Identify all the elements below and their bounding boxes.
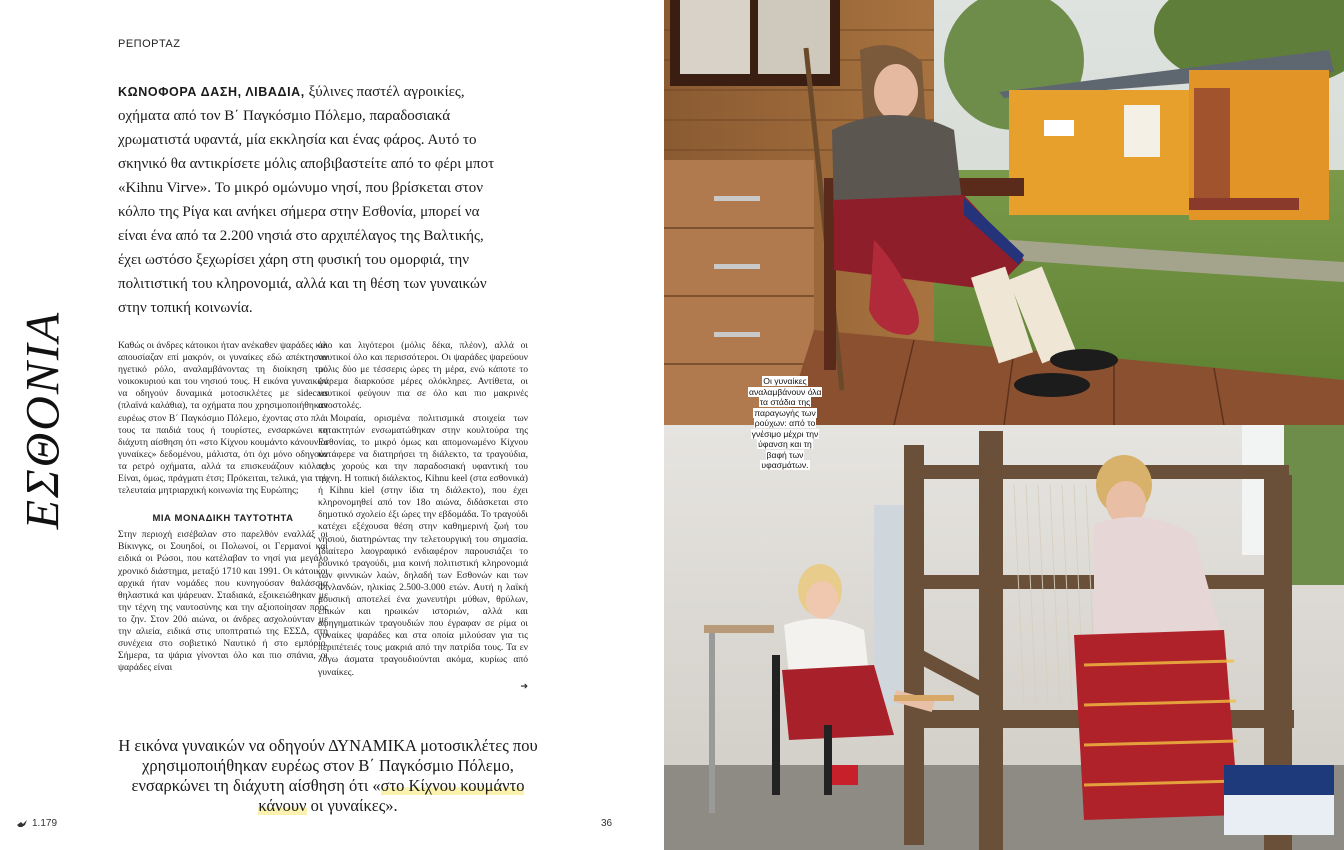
- right-page: [664, 0, 1344, 850]
- page-title: ΕΣΘΟΝΙΑ: [16, 310, 70, 530]
- bird-logo-icon: [16, 819, 28, 829]
- left-page: [0, 0, 664, 850]
- photo-bottom-illustration: [664, 425, 1344, 850]
- pull-quote-highlight: στο Κίχνου κουμάντο κάνουν: [258, 776, 525, 815]
- issue-number: 1.179: [32, 818, 58, 829]
- lead-paragraph: [118, 80, 498, 320]
- col1-paragraph-2: Στην περιοχή εισέβαλαν στο παρελθόν εναλλάξ οι Βίκινγκς, οι Σουηδοί, οι Πολωνοί, οι Γερμανοί και ειδικά οι Ρώσοι, που κατέλαβαν το νησί για μεγάλο χρονικό διάστημα, μεταξύ 1710 και 1991. Οι κάτοικοι αρχικά ήταν νομάδες που κυνηγούσαν θαλάσσια θηλαστικά και ψάρευαν. Σταδιακά, εξοικειώθηκαν με την τέχνη της ναυτοσύνης και την αξιοποίησαν προς το ζην. Στον 20ό αιώνα, οι άνδρες ασχολούνταν με την αλιεία, ειδικά στις υποπτρατιώ της ΕΣΣΔ, στη συνέχεια στο σοβιετικό Ναυτικό ή στο εμπόριο. Σήμερα, τα ψάρια γίνονται όλο και πιο σπάνια, οι ψαράδες είναι: [118, 529, 328, 674]
- pull-quote-post: οι γυναίκες».: [306, 796, 398, 815]
- body-column-1: [118, 340, 328, 674]
- subhead: ΜΙΑ ΜΟΝΑΔΙΚΗ ΤΑΥΤΟΤΗΤΑ: [152, 513, 294, 525]
- col2-paragraph-1: όλο και λιγότεροι (μόλις δέκα, πλέον), αλλά οι ναυτικοί όλο και περισσότεροι. Οι ψαράδες ψαρεύουν μόλις δύο με τέσσερις ώρες τη μέρα, ενώ κάποτε το ψάρεμα διαρκούσε μέρες ολόκληρες. Αντίθετα, οι ναυτικοί φεύγουν πια σε όλο και πιο μακρινές αποστολές.: [318, 340, 528, 412]
- lead-text: ξύλινες παστέλ αγροικίες, οχήματα από τον Β΄ Παγκόσμιο Πόλεμο, παραδοσιακά χρωματιστά υφαντά, μία εκκλησία και ένας φάρος. Αυτό το σκηνικό θα αντικρίσετε μόλις αποβιβαστείτε από το φέρι μποτ «Kihnu Virve». Το μικρό ομώνυμο νησί, που βρίσκεται στον κόλπο της Ρίγα και ανήκει σήμερα στην Εσθονία, μπορεί να είναι ένα από τα 2.200 νησιά στο αρχιπέλαγος της Βαλτικής, έχει ωστόσο ξεχωρίσει χάρη στη φυσική του ομορφιά, την πολιτιστική του κληρονομιά, αλλά και τη θέση των γυναικών στην τοπική κοινωνία.: [118, 84, 495, 316]
- photo-top-illustration: [664, 0, 1344, 425]
- photo-weaving: [664, 425, 1344, 850]
- col1-paragraph-1: Καθώς οι άνδρες κάτοικοι ήταν ανέκαθεν ψαράδες και απουσίαζαν επί μακρόν, οι γυναίκες εδώ απέκτησαν ηγετικό ρόλο, αναλαμβάνοντας τη διοίκηση του νοικοκυριού και του νησιού τους. Η εικόνα γυναικών να οδηγούν δυναμικά μοτοσικλέτες με sidecars (πλαϊνά καλάθια), τα οχήματα που χρησιμοποιήθηκαν ευρέως στον Β΄ Παγκόσμιο Πόλεμο, έχοντας στο πλάι τους τα παιδιά τους ή τουρίστες, ενσαρκώνει τη διάχυτη αίσθηση ότι «στο Κίχνου κουμάντο κάνουν οι γυναίκες» δεδομένου, μάλιστα, ότι όχι μόνο οδηγούν τα ρετρό οχήματα, αλλά τα επισκευάζουν κιόλας! Είναι, όμως, πράγματι έτσι; Πρόκειται, τελικά, για την τελευταία μητριαρχική κοινωνία της Ευρώπης;: [118, 340, 328, 497]
- lead-caps: ΚΩΝΟΦΟΡΑ ΔΑΣΗ, ΛΙΒΑΔΙΑ,: [118, 85, 305, 99]
- pull-quote-pre: Η εικόνα γυναικών να οδηγούν ΔΥΝΑΜΙΚΑ μοτοσικλέτες που χρησιμοποιήθηκαν ευρέως στον Β΄ Παγκόσμιο Πόλεμο, ενσαρκώνει τη διάχυτη αίσθηση ότι «: [118, 736, 538, 795]
- body-column-2: [318, 340, 528, 693]
- col2-paragraph-2: Μοιραία, ορισμένα πολιτισμικά στοιχεία των κατακτητών ενσωματώθηκαν στην κουλτούρα της Εσθονίας, το μικρό όμως και απομονωμένο Κίχνου κατάφερε να διατηρήσει τη διάλεκτο, τα τραγούδια, τους χορούς και την παραδοσιακή υφαντική του τέχνη. Η τοπική διάλεκτος, Kihnu keel (στα εσθονικά) ή Kihnu kiel (στην ίδια τη διάλεκτο), που έχει κληρονομηθεί από τον 18ο αιώνα, διδάσκεται στο δημοτικό σχολείο έξι ώρες την εβδομάδα. Το τραγούδι κατέχει εξέχουσα θέση στην καθημερινή ζωή του νησιού, διατηρώντας την τελετουργική του σημασία. Ιδιαίτερο λαογραφικό ενδιαφέρον παρουσιάζει το ρουνικό τραγούδι, μια κοινή πολιτιστική κληρονομιά των φιννικών λαών, δηλαδή των Εσθονών και των Φινλανδών, ηλικίας 2.500-3.000 ετών. Αυτή η λαϊκή μουσική αποτελεί ένα χωνευτήρι μύθων, θρύλων, επικών και ηρωικών ιστοριών, αλλά και αφηγηματικών τραγουδιών που έγραφαν σε ρίμα οι γυναίκες ψαράδες και στα οποία μιλούσαν για τις περιπέτειές τους μακριά από την πατρίδα τους. Τα εν λόγω άσματα τραγουδιούνται ακόμα, κυρίως από γυναίκες.: [318, 412, 528, 678]
- continue-arrow-icon[interactable]: ➔: [520, 681, 528, 692]
- page-number: 36: [601, 818, 613, 829]
- section-label: ΡΕΠΟΡΤΑΖ: [118, 38, 181, 50]
- photo-woman-knitting: [664, 0, 1344, 425]
- vertical-title: [8, 300, 78, 540]
- folio-left: [16, 818, 57, 829]
- photo-caption: Οι γυναίκες αναλαμβάνουν όλα τα στάδια της παραγωγής των ρούχων: από το γνέσιμο μέχρι την ύφανση και τη βαφή των υφασμάτων.: [749, 376, 822, 470]
- pull-quote: [118, 736, 538, 816]
